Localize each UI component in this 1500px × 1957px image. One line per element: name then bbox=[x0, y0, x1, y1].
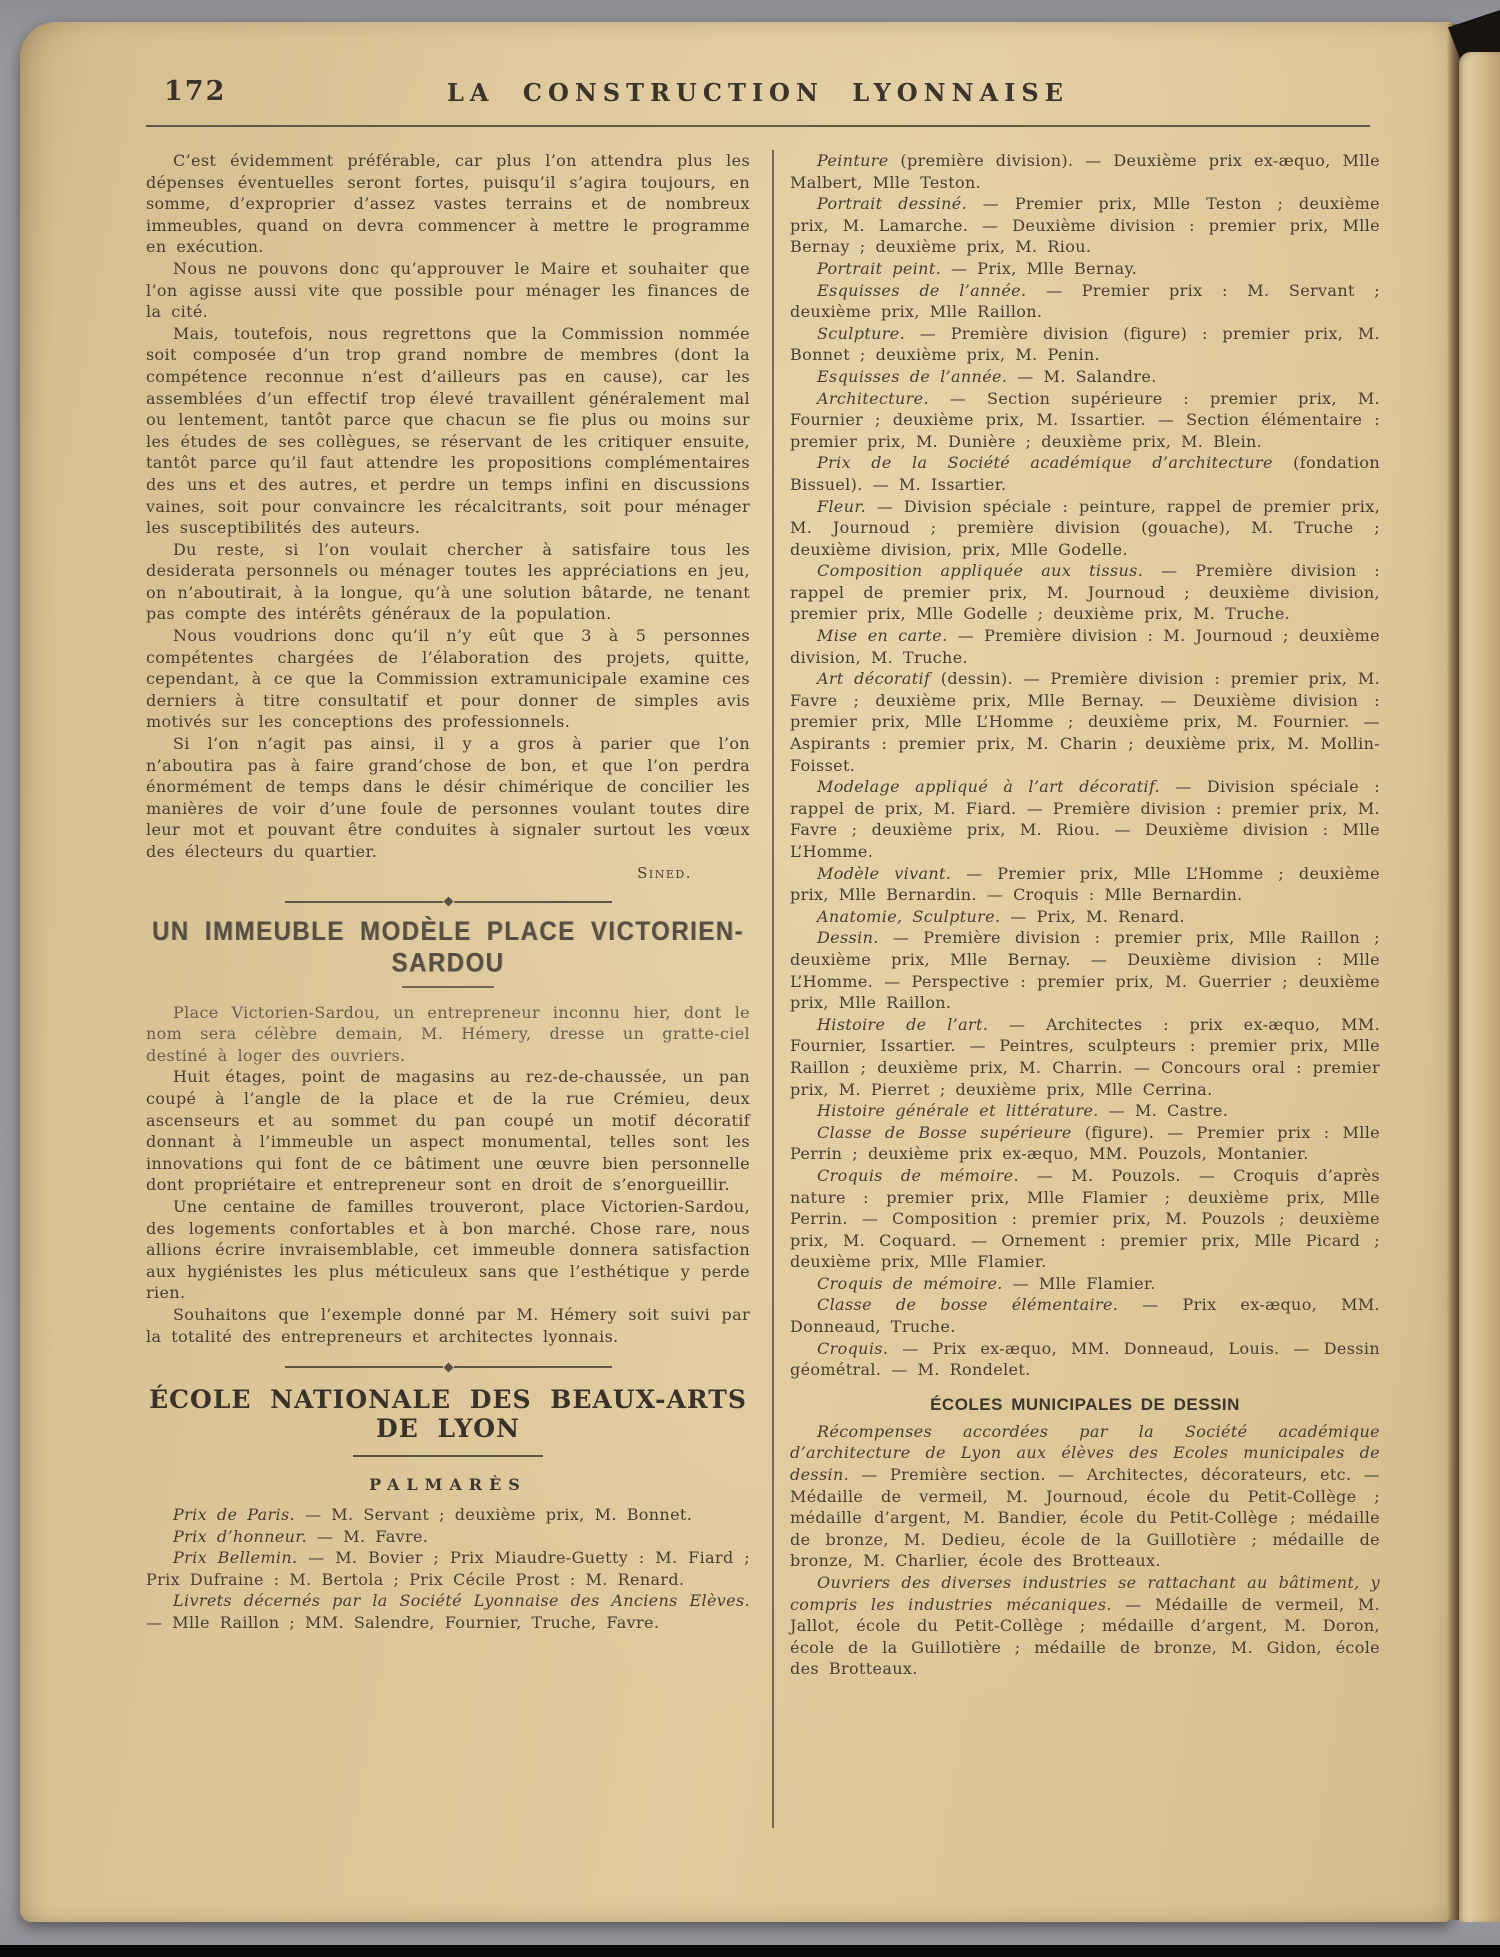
prize-entry bbox=[790, 560, 1380, 625]
paragraph: C’est évidemment préférable, car plus l’on attendra plus les dépenses éventuelles seront fortes, puisqu’il s’agira toujours, en somme, d’exproprier d’assez vastes terrains et de nombreux immeubles, quand on devra commencer à mettre le programme en exécution. bbox=[146, 151, 750, 257]
title-underline-rule bbox=[402, 986, 494, 988]
ecoles-municipales-list bbox=[790, 1421, 1380, 1680]
prize-winners: (dessin). — Première division : premier prix, M. Favre ; deuxième prix, Mlle Bernay. — Deuxième division : premier prix, Mlle L’Homme ; deuxième prix, M. Fournier. — Aspirants : premier prix, M. Charin ; deuxième prix, M. Mollin-Foisset. bbox=[790, 669, 1381, 775]
column-left bbox=[146, 150, 750, 1634]
prize-name: Classe de Bosse supérieure bbox=[817, 1122, 1072, 1142]
prize-winners: — Mlle Flamier. bbox=[1012, 1273, 1156, 1293]
prize-winners: — Premier prix, Mlle L’Homme ; deuxième prix, Mlle Bernardin. — Croquis : Mlle Bernardin. bbox=[790, 863, 1380, 905]
article-immeuble-title: UN IMMEUBLE MODÈLE PLACE VICTORIEN-SARDOU bbox=[151, 916, 745, 978]
prize-name: Dessin. bbox=[817, 928, 879, 948]
prize-entry bbox=[790, 496, 1380, 561]
prize-winners: — Première division (figure) : premier prix, M. Bonnet ; deuxième prix, M. Penin. bbox=[790, 323, 1380, 365]
journal-title: LA CONSTRUCTION LYONNAISE bbox=[447, 78, 1069, 107]
paragraph: Souhaitons que l’exemple donné par M. Hémery soit suivi par la totalité des entrepreneurs et architectes lyonnais. bbox=[146, 1304, 750, 1346]
prize-winners: — Division spéciale : rappel de prix, M. Fiard. — Première division : premier prix, M. Favre ; deuxième prix, M. Riou. — Deuxième division : Mlle L’Homme. bbox=[790, 777, 1381, 861]
award-entry bbox=[790, 1421, 1380, 1572]
palmares-list bbox=[146, 1504, 750, 1634]
prize-name: Art décoratif bbox=[817, 669, 931, 689]
prize-winners: — M. Bovier ; Prix Miaudre-Guetty : M. Fiard ; Prix Dufraine : M. Bertola ; Prix Cécile Prost : M. Renard. bbox=[146, 1548, 750, 1589]
prize-name: Mise en carte. bbox=[817, 626, 948, 646]
prize-winners: (figure). — Premier prix : Mlle Perrin ; deuxième prix ex-æquo, MM. Pouzols, Montanier. bbox=[790, 1122, 1380, 1164]
divider-rule bbox=[454, 1366, 612, 1368]
prize-name: Sculpture. bbox=[817, 323, 906, 343]
prize-entry bbox=[790, 366, 1380, 388]
prize-winners: (première division). — Deuxième prix ex-æquo, Mlle Malbert, Mlle Teston. bbox=[790, 151, 1380, 192]
paragraph: Nous voudrions donc qu’il n’y eût que 3 à 5 personnes compétentes chargées de l’élaboration des projets, quitte, cependant, à ce que la Commission extramunicipale examine ces derniers à titre consultatif et pour donner de simples avis motivés sur les conceptions des professionnels. bbox=[146, 626, 750, 732]
prize-entry bbox=[790, 280, 1380, 323]
paragraph: Si l’on n’agit pas ainsi, il y a gros à parier que l’on n’aboutira pas à faire grand’chose de bon, et que l’on perdra énormément de temps dans le désir chimérique de concilier les manières de voir d’une foule de personnes voulant toutes dire leur mot et pouvant être conduites à signaler surtout les vœux des électeurs du quartier. bbox=[146, 734, 750, 861]
prize-name: Livrets décernés par la Société Lyonnaise des Anciens Elèves. bbox=[173, 1591, 750, 1611]
prize-name: Esquisses de l’année. bbox=[817, 280, 1027, 300]
section-divider bbox=[146, 898, 750, 906]
prize-name: Prix d’honneur. bbox=[173, 1526, 308, 1546]
prize-entry bbox=[790, 927, 1380, 1013]
article-commission-municipale bbox=[146, 150, 750, 863]
prize-entry bbox=[146, 1526, 750, 1548]
header-rule bbox=[146, 125, 1370, 127]
divider-rule bbox=[285, 901, 443, 903]
prize-name: Histoire générale et littérature. bbox=[817, 1101, 1099, 1121]
article-beaux-arts-title: ÉCOLE NATIONALE DES BEAUX-ARTS DE LYON bbox=[149, 1385, 747, 1444]
prize-entry bbox=[790, 1294, 1380, 1337]
prize-winners: — Prix, M. Renard. bbox=[1010, 906, 1185, 926]
prize-winners: (fondation Bissuel). — M. Issartier. bbox=[790, 453, 1380, 494]
column-divider-rule bbox=[772, 150, 774, 1828]
prize-entry bbox=[790, 323, 1380, 366]
prize-winners: — M. Servant ; deuxième prix, M. Bonnet. bbox=[304, 1505, 693, 1525]
prize-winners: — Premier prix, Mlle Teston ; deuxième prix, M. Lamarche. — Deuxième division : premier prix, Mlle Bernay ; deuxième prix, M. Riou. bbox=[790, 194, 1380, 257]
prize-entry bbox=[790, 452, 1380, 495]
prize-entry bbox=[790, 625, 1380, 668]
award-winners: — Médaille de vermeil, M. Jallot, école du Petit-Collège ; médaille d’argent, M. Doron, école de la Guillotière ; médaille de bronze, M. Gidon, école des Brotteaux. bbox=[790, 1594, 1380, 1679]
prize-name: Portrait peint. bbox=[817, 258, 942, 278]
palmares-list-continued bbox=[790, 150, 1380, 1381]
prize-entry bbox=[790, 1122, 1380, 1165]
prize-name: Modelage appliqué à l’art décoratif. bbox=[817, 777, 1161, 797]
prize-entry bbox=[790, 150, 1380, 193]
prize-entry bbox=[790, 863, 1380, 906]
prize-name: Anatomie, Sculpture. bbox=[817, 906, 1001, 926]
prize-entry bbox=[790, 1165, 1380, 1273]
prize-winners: — Section supérieure : premier prix, M. Fournier ; deuxième prix, M. Issartier. — Section élémentaire : premier prix, M. Dunière ; deuxième prix, M. Blein. bbox=[790, 388, 1380, 451]
prize-entry bbox=[790, 1100, 1380, 1122]
prize-name: Prix Bellemin. bbox=[173, 1548, 298, 1568]
next-page-edge bbox=[1459, 52, 1500, 1922]
prize-entry bbox=[790, 1014, 1380, 1100]
prize-name: Modèle vivant. bbox=[817, 863, 952, 883]
paragraph: Une centaine de familles trouveront, place Victorien-Sardou, des logements confortables et à bon marché. Chose rare, nous allions écrire invraisemblable, cet immeuble donnera satisfaction aux hygiénistes les plus méticuleux sans que l’esthétique y perde rien. bbox=[146, 1196, 750, 1303]
prize-winners: — Prix, Mlle Bernay. bbox=[950, 258, 1138, 278]
page-number: 172 bbox=[164, 76, 227, 107]
prize-winners: — Première division : premier prix, Mlle Raillon ; deuxième prix, Mlle Bernay. — Deuxième division : Mlle L’Homme. — Perspective : premier prix, M. Guerrier ; deuxième prix, Mlle Raillon. bbox=[790, 928, 1381, 1013]
signature-sined: Sined. bbox=[637, 863, 692, 882]
prize-winners: — M. Salandre. bbox=[1017, 366, 1157, 386]
title-underline-rule bbox=[353, 1455, 543, 1457]
prize-name: Croquis. bbox=[817, 1338, 889, 1358]
prize-entry bbox=[790, 193, 1380, 258]
paragraph: Mais, toutefois, nous regrettons que la Commission nommée soit composée d’un trop grand nombre de membres (dont la compétence reconnue n’est d’ailleurs pas en cause), car les assemblées d’un effectif trop élevé travaillent généralement mal ou lentement, tantôt parce que chacun se fie plus ou moins sur les études de ses collègues, se réservant de les critiquer ensuite, tantôt parce qu’il faut attendre les propositions complémentaires des uns et des autres, et perdre un temps infini en discussions vaines, soit pour convaincre les récalcitrants, soit pour ménager les susceptibilités des auteurs. bbox=[146, 323, 750, 538]
prize-entry bbox=[790, 668, 1380, 776]
prize-winners: — Premier prix : M. Servant ; deuxième prix, Mlle Raillon. bbox=[790, 280, 1381, 322]
divider-diamond-icon bbox=[443, 1362, 453, 1372]
prize-name: Portrait dessiné. bbox=[817, 194, 968, 214]
prize-winners: — Première division : rappel de premier prix, M. Journoud ; deuxième division, premier prix, Mlle Godelle ; deuxième prix, M. Truche. bbox=[790, 561, 1380, 624]
prize-name: Fleur. bbox=[817, 496, 867, 516]
prize-entry bbox=[146, 1504, 750, 1526]
prize-name: Esquisses de l’année. bbox=[817, 366, 1008, 386]
article-immeuble-modele bbox=[146, 1002, 750, 1348]
divider-diamond-icon bbox=[443, 897, 453, 907]
prize-entry bbox=[146, 1547, 750, 1590]
prize-name: Prix de la Société académique d’architecture bbox=[817, 453, 1273, 473]
award-winners: — Première section. — Architectes, décorateurs, etc. — Médaille de vermeil, M. Journoud, école du Petit-Collège ; médaille d’argent, M. Bandier, école du Petit-Collège ; médaille de bronze, M. Dedieu, école de la Guillotière ; médaille de bronze, M. Charlier, école des Brotteaux. bbox=[790, 1465, 1381, 1571]
prize-winners: — Prix ex-æquo, MM. Donneaud, Louis. — Dessin géométral. — M. Rondelet. bbox=[790, 1338, 1380, 1380]
palmares-subtitle: PALMARÈS bbox=[369, 1475, 527, 1495]
award-category: Ouvriers des diverses industries se rattachant au bâtiment, y compris les industries mécaniques. bbox=[790, 1573, 1380, 1614]
prize-winners: — Prix ex-æquo, MM. Donneaud, Truche. bbox=[790, 1295, 1380, 1337]
prize-name: Peinture bbox=[817, 151, 889, 170]
prize-winners: — Division spéciale : peinture, rappel de premier prix, M. Journoud ; première division (gouache), M. Truche ; deuxième division, prix, Mlle Godelle. bbox=[790, 496, 1381, 559]
journal-page bbox=[20, 22, 1452, 1922]
paragraph: Huit étages, point de magasins au rez-de-chaussée, un pan coupé à l’angle de la place et de la rue Crémieu, deux ascenseurs et au sommet du pan coupé un motif décoratif donnant à l’immeuble un aspect monumental, telles sont les innovations qui font de ce bâtiment une œuvre bien personnelle dont propriétaire et entrepreneur sont en droit de s’enorgueillir. bbox=[146, 1067, 750, 1195]
prize-name: Prix de Paris. bbox=[173, 1505, 295, 1525]
paragraph: Du reste, si l’on voulait chercher à satisfaire tous les desiderata personnels ou ménager toutes les appréciations en jeu, on n’aboutirait, à la longue, qu’à une solution bâtarde, ne tenant pas compte des intérêts généraux de la population. bbox=[146, 539, 750, 624]
prize-winners: — M. Castre. bbox=[1108, 1101, 1229, 1121]
paragraph: Nous ne pouvons donc qu’approuver le Maire et souhaiter que l’on agisse aussi vite que possible pour ménager les finances de la cité. bbox=[146, 258, 750, 322]
prize-name: Histoire de l’art. bbox=[817, 1014, 989, 1034]
prize-winners: — Mlle Raillon ; MM. Salendre, Fournier, Truche, Favre. bbox=[146, 1613, 660, 1633]
prize-entry bbox=[790, 258, 1380, 280]
award-category: Récompenses accordées par la Société académique d’architecture de Lyon aux élèves des Ecoles municipales de dessin. bbox=[790, 1421, 1380, 1485]
prize-entry bbox=[790, 388, 1380, 453]
prize-winners: — Architectes : prix ex-æquo, MM. Fournier, Issartier. — Peintres, sculpteurs : premier prix, Mlle Raillon ; deuxième prix, M. Charrin. — Concours oral : premier prix, M. Pierret ; deuxième prix, Mlle Cerrina. bbox=[790, 1014, 1381, 1099]
prize-name: Architecture. bbox=[817, 388, 929, 408]
prize-entry bbox=[790, 776, 1380, 862]
prize-entry bbox=[790, 906, 1380, 928]
prize-entry bbox=[146, 1590, 750, 1633]
prize-entry bbox=[790, 1273, 1380, 1295]
prize-winners: — M. Pouzols. — Croquis d’après nature : premier prix, Mlle Flamier ; deuxième prix, Mlle Perrin. — Composition : premier prix, M. Pouzols ; deuxième prix, M. Coquard. — Ornement : premier prix, Mlle Picard ; deuxième prix, Mlle Flamier. bbox=[790, 1165, 1380, 1272]
prize-name: Composition appliquée aux tissus. bbox=[817, 561, 1144, 581]
award-entry bbox=[790, 1572, 1380, 1680]
divider-rule bbox=[454, 901, 612, 903]
prize-name: Classe de bosse élémentaire. bbox=[817, 1295, 1119, 1315]
column-right bbox=[790, 150, 1380, 1680]
ecoles-municipales-title: ÉCOLES MUNICIPALES DE DESSIN bbox=[930, 1394, 1240, 1414]
prize-entry bbox=[790, 1338, 1380, 1381]
divider-rule bbox=[285, 1366, 443, 1368]
prize-winners: — Première division : M. Journoud ; deuxième division, M. Truche. bbox=[790, 626, 1380, 667]
section-divider bbox=[146, 1363, 750, 1371]
prize-name: Croquis de mémoire. bbox=[817, 1165, 1019, 1185]
prize-name: Croquis de mémoire. bbox=[817, 1273, 1003, 1293]
prize-winners: — M. Favre. bbox=[316, 1526, 429, 1546]
paragraph: Place Victorien-Sardou, un entrepreneur inconnu hier, dont le nom sera célèbre demain, M. Hémery, dresse un gratte-ciel destiné à loger des ouvriers. bbox=[146, 1002, 750, 1065]
